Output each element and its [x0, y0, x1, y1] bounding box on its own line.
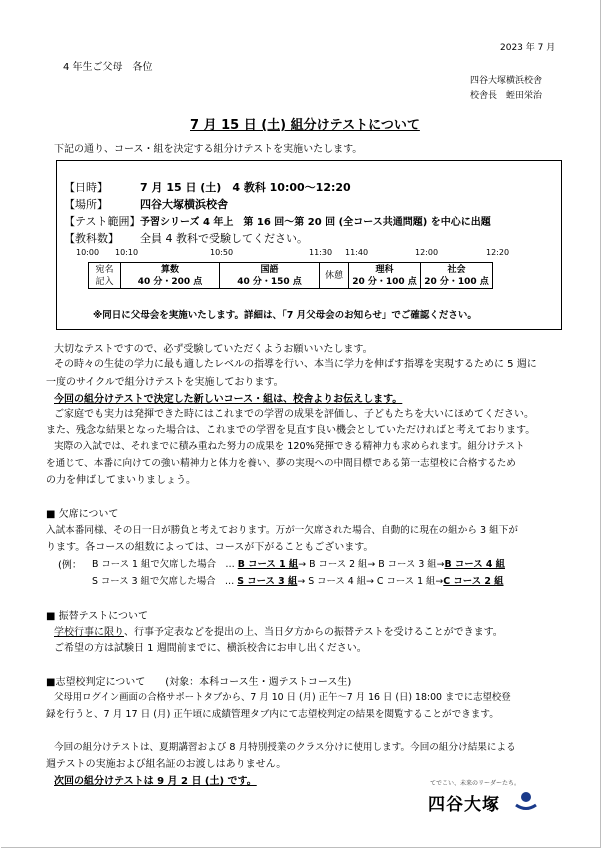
footer-line2: 週テストの実施および組名証のお渡しはありません。: [46, 759, 287, 770]
makeup-line2: ご希望の方は試験日 1 週間前までに、横浜校舎にお申し出ください。: [54, 643, 367, 654]
absence-line2: ります。各コースの組数によっては、コースが下がることもございます。: [46, 542, 374, 553]
parents-meeting-note: ※同日に父母会を実施いたします。詳細は、「7 月父母会のお知らせ」でご確認ください。: [93, 310, 477, 321]
schedule-cell-math: 算数 40 分・200 点: [121, 263, 220, 289]
time-label-1000: 10:00: [76, 248, 100, 257]
info-box: [56, 160, 562, 330]
footer-line1: 今回の組分けテストは、夏期講習および 8 月特別授業のクラス分けに使用します。今回の組分け結果による: [54, 742, 516, 753]
time-label-1220: 12:20: [486, 248, 510, 257]
time-label-1010: 10:10: [115, 248, 139, 257]
absence-example-label: (例：: [58, 560, 82, 571]
page-title: 7 月 15 日 (土) 組分けテストについて: [190, 118, 420, 133]
schedule-cell-name-entry: 宛名 記入: [89, 263, 121, 289]
logo-tagline: てでこい、未来のリーダーたち。: [430, 780, 521, 787]
logo-name: 四谷大塚: [428, 795, 500, 815]
time-label-1140: 11:40: [345, 248, 369, 257]
info-row-range: 【テスト範囲】予習シリーズ 4 年上 第 16 回〜第 20 回 (全コース共通問題) を中心に出題: [64, 215, 491, 228]
body-p4b: また、残念な結果となった場合は、これまでの学習を見直す良い機会としていただければと考えております。: [46, 425, 536, 436]
info-row-datetime: 【日時】 7 月 15 日 (土) 4 教科 10:00〜12:20: [64, 181, 351, 194]
intro-text: 下記の通り、コース・組を決定する組分けテストを実施いたします。: [54, 144, 363, 155]
info-row-subjects: 【教科数】 全員 4 教科で受験してください。: [64, 232, 308, 245]
logo-mark-icon: [514, 790, 538, 812]
time-label-1200: 12:00: [415, 248, 439, 257]
schedule-cell-japanese: 国語 40 分・150 点: [220, 263, 320, 289]
school-name: 四谷大塚横浜校舎: [470, 76, 543, 86]
time-label-1050: 10:50: [210, 248, 234, 257]
body-p5a: 実際の入試では、それまでに積み重ねた努力の成果を 120%発揮できる精神力も求められます。組分けテスト: [54, 441, 525, 452]
judgement-line1: 父母用ログイン画面の合格サポートタブから、7 月 10 日 (月) 正午〜7 月 16 日 (日) 18:00 までに志望校登: [54, 692, 511, 703]
judgement-line2: 録を行うと、7 月 17 日 (月) 正午頃に成績管理タブ内にて志望校判定の結果を閲覧することができます。: [46, 709, 499, 720]
datetime-value: 7 月 15 日 (土) 4 教科 10:00〜12:20: [140, 181, 351, 194]
range-value: 予習シリーズ 4 年上 第 16 回〜第 20 回 (全コース共通問題) を中心に出題: [140, 217, 491, 228]
info-row-place: 【場所】 四谷大塚横浜校舎: [64, 198, 228, 211]
judgement-heading: ■志望校判定について (対象：本科コース生・週テストコース生): [46, 677, 352, 688]
body-p5b: を通じて、本番に向けての強い精神力と体力を養い、夢の実現への中間目標である第一志望校に合格するため: [46, 458, 516, 469]
absence-heading: ■ 欠席について: [46, 509, 119, 520]
addressee: 4 年生ご父母 各位: [63, 62, 153, 73]
absence-example-2: S コース 3 組で欠席した場合 … S コース 3 組→ S コース 4 組→ C コース 1 組→C コース 2 組: [92, 576, 504, 587]
absence-line1: 入試本番同様、その日一日が勝負と考えております。万が一欠席された場合、自動的に現在の組から 3 組下が: [46, 525, 518, 536]
time-label-1130: 11:30: [309, 248, 333, 257]
body-p3: 今回の組分けテストで決定した新しいコース・組は、校舎よりお伝えします。: [54, 394, 403, 405]
body-p1: 大切なテストですので、必ず受験していただくようお願いいたします。: [54, 344, 373, 355]
body-p2a: その時々の生徒の学力に最も適したレベルの指導を行い、本当に学力を伸ばす指導を実現するために 5 週に: [54, 359, 537, 370]
place-value: 四谷大塚横浜校舎: [140, 198, 228, 211]
schedule-cell-science: 理科 20 分・100 点: [349, 263, 421, 289]
schedule-table: [88, 262, 493, 289]
date-line: 2023 年 7 月: [500, 43, 556, 53]
principal-name: 校舎長 蛭田栄治: [470, 91, 543, 101]
yotsuya-otsuka-logo: [428, 778, 548, 818]
body-p4a: ご家庭でも実力は発揮できた時にはこれまでの学習の成果を評価し、子どもたちを大いにほめてください。: [54, 409, 534, 420]
body-p5c: の力を伸ばしてまいりましょう。: [46, 475, 196, 486]
absence-example-1: B コース 1 組で欠席した場合 … B コース 1 組→ B コース 2 組→ B コース 3 組→B コース 4 組: [92, 559, 505, 570]
subjects-value: 全員 4 教科で受験してください。: [140, 232, 308, 245]
schedule-cell-break: 休憩: [320, 263, 349, 289]
makeup-line1: 学校行事に限り、行事予定表などを提出の上、当日夕方からの振替テストを受けることができます。: [54, 627, 503, 638]
schedule-cell-social: 社会 20 分・100 点: [421, 263, 493, 289]
next-test-date: 次回の組分けテストは 9 月 2 日 (土) です。: [54, 776, 257, 787]
body-p2b: 一度のサイクルで組分けテストを実施しております。: [46, 377, 284, 388]
makeup-heading: ■ 振替テストについて: [46, 611, 149, 622]
